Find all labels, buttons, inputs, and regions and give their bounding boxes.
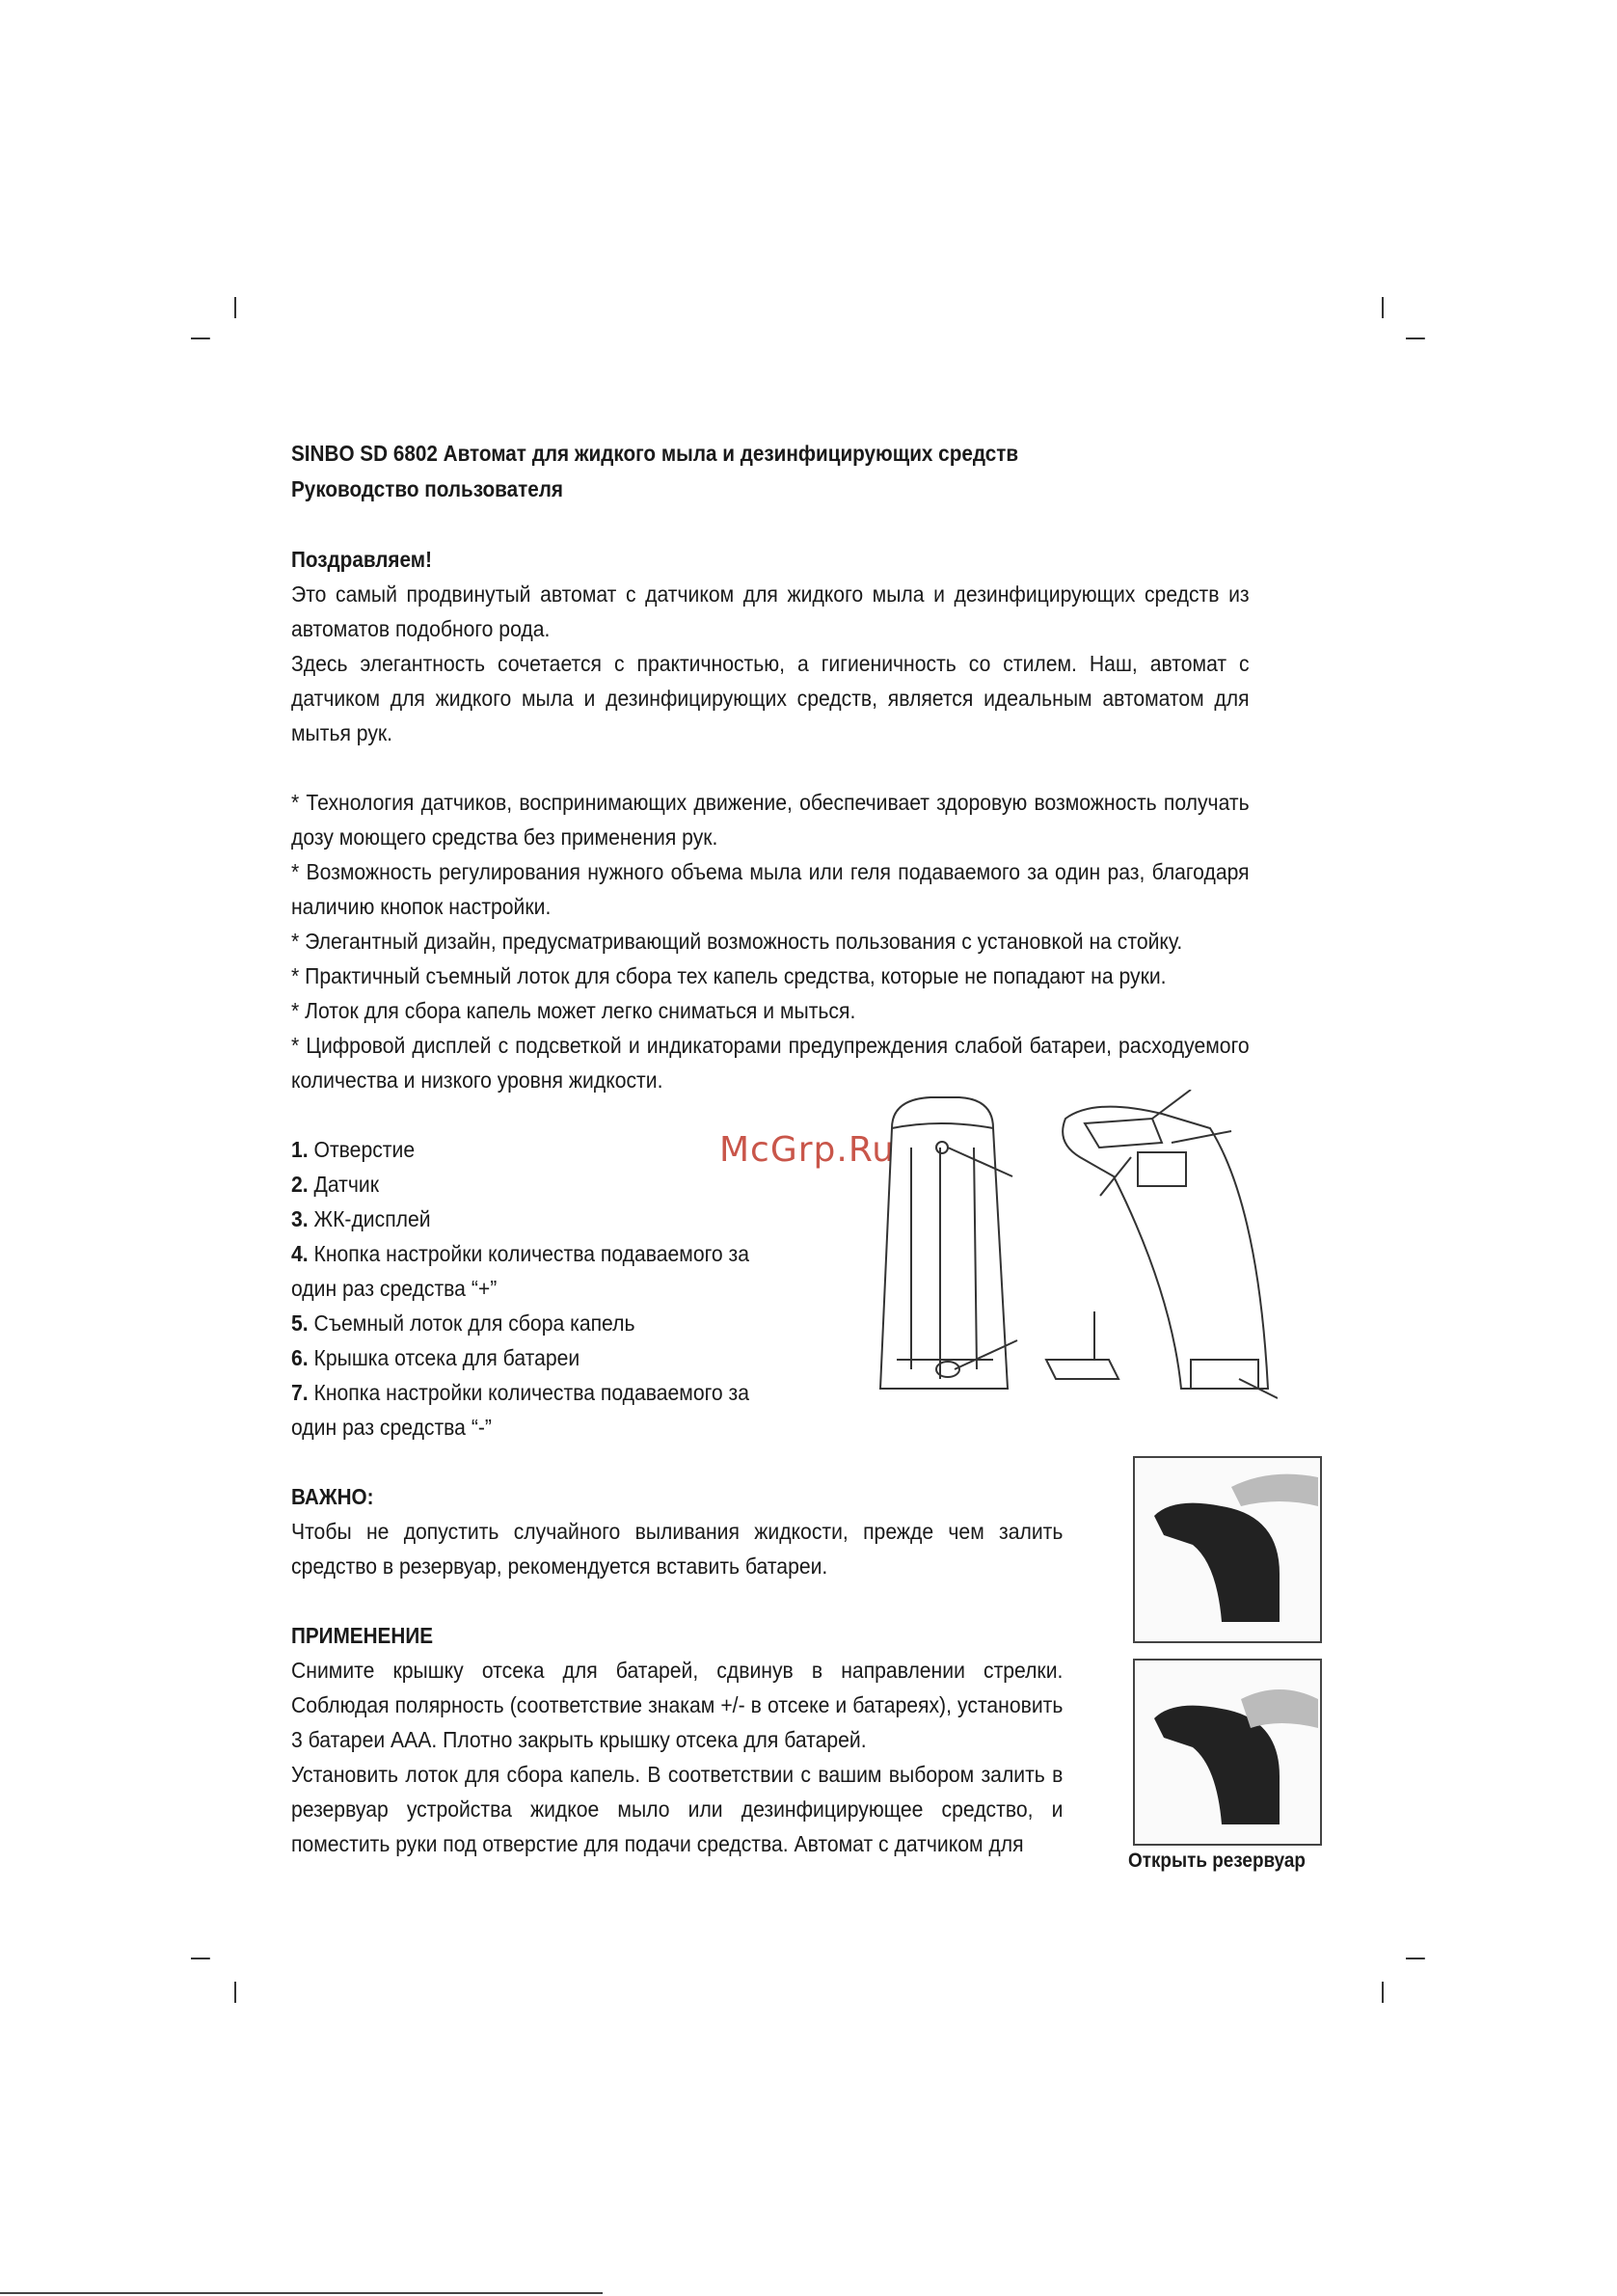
part-item: 5. Съемный лоток для сбора капель	[291, 1310, 635, 1336]
document-subtitle: Руководство пользователя	[291, 476, 564, 501]
photo-open-reservoir	[1133, 1456, 1322, 1643]
important-text: Чтобы не допустить случайного выливания жидкости, прежде чем залить средство в резервуар, рекомендуется вставить батареи.	[291, 1519, 1064, 1579]
feature-item: * Лоток для сбора капель может легко сниматься и мыться.	[291, 998, 856, 1023]
dispenser-diagram	[873, 1090, 1278, 1427]
usage-paragraph: Снимите крышку отсека для батарей, сдвинув в направлении стрелки. Соблюдая полярность (соответствие знакам +/- в отсеке и батареях), установить 3 батареи ААА. Плотно закрыть крышку отсека для батарей.	[291, 1658, 1064, 1752]
crop-mark	[191, 1958, 210, 1959]
crop-mark	[234, 297, 236, 318]
feature-item: * Возможность регулирования нужного объема мыла или геля подаваемого за один раз, благодаря наличию кнопок настройки.	[291, 859, 1250, 919]
document-title: SINBO SD 6802 Автомат для жидкого мыла и дезинфицирующих средств	[291, 441, 1019, 466]
watermark: McGrp.Ru	[719, 1130, 896, 1170]
feature-item: * Технология датчиков, воспринимающих движение, обеспечивает здоровую возможность получать дозу моющего средства без применения рук.	[291, 790, 1250, 850]
intro-paragraph: Это самый продвинутый автомат с датчиком для жидкого мыла и дезинфицирующих средств из автоматов подобного рода.	[291, 581, 1250, 641]
crop-mark	[1382, 1982, 1384, 2003]
feature-item: * Элегантный дизайн, предусматривающий возможность пользования с установкой на стойку.	[291, 929, 1183, 954]
intro-paragraph: Здесь элегантность сочетается с практичностью, а гигиеничность со стилем. Наш, автомат с датчиком для жидкого мыла и дезинфицирующих средств, является идеальным автоматом для мытья рук.	[291, 651, 1250, 745]
usage-paragraph: Установить лоток для сбора капель. В соответствии с вашим выбором залить в резервуар устройства жидкое мыло или дезинфицирующее средство, и поместить руки под отверстие для подачи средства. Автомат с датчиком для	[291, 1762, 1064, 1856]
part-item: 7. Кнопка настройки количества подаваемого за один раз средства “-”	[291, 1380, 749, 1440]
usage-heading: ПРИМЕНЕНИЕ	[291, 1623, 434, 1648]
part-item: 4. Кнопка настройки количества подаваемого за один раз средства “+”	[291, 1241, 749, 1301]
bottom-rule	[0, 2292, 603, 2294]
feature-item: * Цифровой дисплей с подсветкой и индикаторами предупреждения слабой батареи, расходуемого количества и низкого уровня жидкости.	[291, 1033, 1250, 1093]
intro-heading: Поздравляем!	[291, 547, 432, 572]
part-item: 2. Датчик	[291, 1172, 379, 1197]
part-item: 6. Крышка отсека для батареи	[291, 1345, 580, 1370]
crop-mark	[1406, 1958, 1425, 1959]
part-item: 1. Отверстие	[291, 1137, 416, 1162]
crop-mark	[234, 1982, 236, 2003]
side-view-display	[1138, 1152, 1186, 1186]
photo-fill-reservoir	[1133, 1659, 1322, 1846]
photo-caption: Открыть резервуар	[1128, 1850, 1306, 1872]
important-heading: ВАЖНО:	[291, 1484, 374, 1509]
part-item: 3. ЖК-дисплей	[291, 1206, 431, 1231]
front-view-nozzle	[936, 1142, 948, 1153]
feature-item: * Практичный съемный лоток для сбора тех капель средства, которые не попадают на руки.	[291, 963, 1167, 988]
crop-mark	[1406, 338, 1425, 339]
crop-mark	[191, 338, 210, 339]
side-view-tray	[1046, 1360, 1118, 1379]
crop-mark	[1382, 297, 1384, 318]
